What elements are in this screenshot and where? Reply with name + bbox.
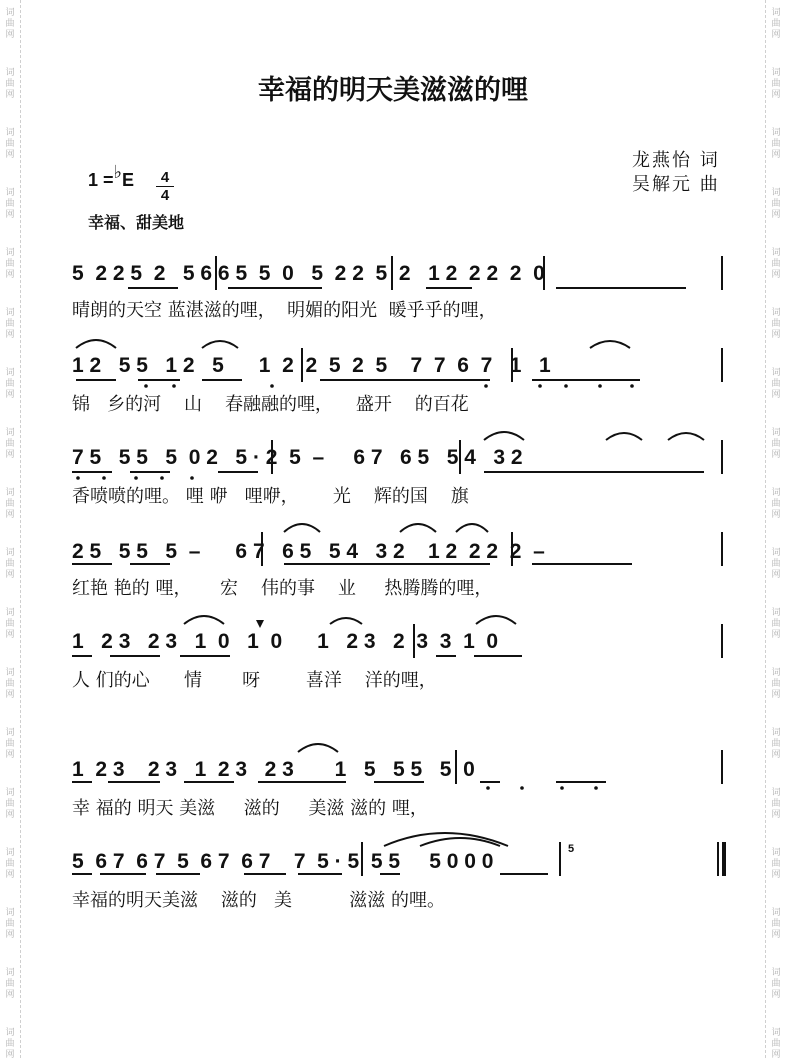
watermark-char: 网 [5, 870, 15, 880]
watermark-char: 词 [771, 728, 781, 738]
octave-dot [594, 786, 598, 790]
watermark-char: 曲 [771, 19, 781, 29]
time-top: 4 [160, 169, 170, 186]
lyricist-credit: 龙燕怡 词 [632, 150, 720, 171]
watermark-char: 词 [771, 188, 781, 198]
watermark-char: 曲 [5, 799, 15, 809]
octave-dot [172, 384, 176, 388]
slur [184, 616, 224, 624]
watermark-char: 曲 [5, 79, 15, 89]
watermark-char: 网 [5, 630, 15, 640]
watermark-char: 词 [771, 788, 781, 798]
watermark-char: 词 [5, 848, 15, 858]
watermark-char: 曲 [771, 559, 781, 569]
octave-dot [486, 786, 490, 790]
watermark-char: 词 [5, 728, 15, 738]
slur [400, 524, 436, 532]
grace-note: 5 [568, 843, 575, 855]
watermark-char: 曲 [771, 319, 781, 329]
octave-dot [102, 476, 106, 480]
watermark-char: 网 [5, 570, 15, 580]
watermark-char: 曲 [5, 379, 15, 389]
notation-line-2: 1 2 5 5 1 2 5 1 2 2 5 2 5 7 7 6 7 1 1 [72, 354, 551, 377]
watermark-char: 曲 [771, 439, 781, 449]
watermark-char: 曲 [5, 1039, 15, 1049]
key-note: E [122, 170, 135, 190]
notation-line-4: 2 5 5 5 5 – 6 7 6 5 5 4 3 2 1 2 2 2 2 – [72, 540, 545, 563]
watermark-char: 曲 [5, 979, 15, 989]
watermark-char: 网 [5, 30, 15, 40]
watermark-char: 曲 [5, 139, 15, 149]
slur [76, 340, 116, 348]
slur [456, 524, 488, 532]
watermark-char: 网 [5, 150, 15, 160]
watermark-char: 曲 [771, 619, 781, 629]
watermark-char: 曲 [5, 859, 15, 869]
watermark-char: 曲 [771, 739, 781, 749]
key-label: 1 = [88, 170, 114, 190]
watermark-char: 曲 [5, 19, 15, 29]
watermark-char: 网 [771, 330, 781, 340]
watermark-char: 词 [771, 428, 781, 438]
watermark-char: 网 [771, 810, 781, 820]
watermark-char: 词 [5, 668, 15, 678]
watermark-char: 网 [771, 450, 781, 460]
watermark-char: 网 [771, 1050, 781, 1060]
song-title: 幸福的明天美滋滋的哩 [258, 75, 528, 106]
watermark-char: 词 [771, 8, 781, 18]
accent-mark [256, 620, 264, 628]
lyrics-line-1: 晴朗的天空 蓝湛滋的哩， 明媚的阳光 暖乎乎的哩， [72, 300, 497, 321]
watermark-char: 词 [771, 128, 781, 138]
octave-dot [160, 476, 164, 480]
watermark-char: 词 [771, 248, 781, 258]
slur [590, 341, 630, 348]
lyrics-line-7: 幸福的明天美滋 滋的 美 滋滋 的哩。 [72, 890, 445, 911]
watermark-char: 曲 [5, 679, 15, 689]
watermark-char: 曲 [5, 199, 15, 209]
slur [202, 341, 238, 348]
watermark-char: 词 [5, 788, 15, 798]
watermark-char: 曲 [771, 799, 781, 809]
watermark-char: 网 [771, 270, 781, 280]
watermark-char: 词 [771, 968, 781, 978]
watermark-char: 网 [5, 210, 15, 220]
watermark-char: 网 [771, 630, 781, 640]
watermark-char: 词 [5, 968, 15, 978]
octave-dot [270, 384, 274, 388]
watermark-char: 网 [771, 990, 781, 1000]
watermark-char: 词 [5, 1028, 15, 1038]
watermark-char: 词 [771, 368, 781, 378]
watermark-char: 网 [771, 30, 781, 40]
watermark-char: 网 [771, 750, 781, 760]
lyrics-line-6: 幸 福的 明天 美滋 滋的 美滋 滋的 哩， [72, 798, 428, 819]
watermark-char: 词 [5, 428, 15, 438]
watermark-char: 网 [771, 90, 781, 100]
watermark-char: 词 [5, 908, 15, 918]
notation-line-6: 1 2 3 2 3 1 2 3 2 3 1 5 5 5 5 0 [72, 758, 475, 781]
watermark-char: 词 [771, 488, 781, 498]
octave-dot [484, 384, 488, 388]
watermark-char: 网 [771, 510, 781, 520]
watermark-char: 曲 [771, 919, 781, 929]
watermark-char: 曲 [5, 259, 15, 269]
octave-dot [520, 786, 524, 790]
watermark-char: 网 [771, 930, 781, 940]
notation-line-5: 1 2 3 2 3 1 0 1 0 1 2 3 2 3 3 1 0 [72, 630, 499, 653]
octave-dot [144, 384, 148, 388]
slur [668, 433, 704, 440]
watermark-char: 词 [5, 128, 15, 138]
watermark-char: 曲 [771, 979, 781, 989]
watermark-char: 网 [5, 1050, 15, 1060]
notation-line-3: 7 5 5 5 5 0 2 5 · 2 5 – 6 7 6 5 5 4 3 2 [72, 446, 523, 469]
watermark-char: 曲 [771, 139, 781, 149]
octave-dot [598, 384, 602, 388]
watermark-char: 曲 [771, 499, 781, 509]
slur [484, 432, 524, 440]
watermark-char: 网 [771, 390, 781, 400]
watermark-char: 词 [771, 308, 781, 318]
watermark-char: 曲 [5, 739, 15, 749]
watermark-char: 词 [771, 548, 781, 558]
watermark-char: 词 [5, 8, 15, 18]
watermark-char: 网 [771, 570, 781, 580]
watermark-char: 词 [771, 608, 781, 618]
watermark-char: 网 [5, 270, 15, 280]
watermark-char: 网 [5, 990, 15, 1000]
slur [606, 433, 642, 440]
watermark-char: 词 [771, 1028, 781, 1038]
octave-dot [560, 786, 564, 790]
watermark-char: 网 [5, 330, 15, 340]
octave-dot [76, 476, 80, 480]
tempo-marking: 幸福、甜美地 [88, 213, 185, 232]
watermark-char: 词 [771, 908, 781, 918]
watermark-char: 网 [771, 210, 781, 220]
watermark-char: 网 [5, 750, 15, 760]
watermark-char: 曲 [5, 439, 15, 449]
slur [284, 524, 320, 532]
octave-dot [564, 384, 568, 388]
watermark-char: 词 [771, 68, 781, 78]
slur [330, 618, 362, 624]
watermark-char: 网 [771, 870, 781, 880]
watermark-char: 曲 [771, 199, 781, 209]
watermark-char: 词 [771, 848, 781, 858]
octave-dot [190, 476, 194, 480]
watermark-char: 曲 [771, 859, 781, 869]
watermark-char: 词 [5, 68, 15, 78]
composer-credit: 吴解元 曲 [632, 174, 720, 195]
watermark-char: 网 [5, 510, 15, 520]
watermark-char: 曲 [771, 79, 781, 89]
watermark-char: 词 [5, 488, 15, 498]
watermark-char: 网 [5, 810, 15, 820]
watermark-char: 曲 [771, 259, 781, 269]
watermark-char: 网 [5, 390, 15, 400]
watermark-char: 曲 [5, 499, 15, 509]
watermark-char: 曲 [771, 679, 781, 689]
lyrics-line-2: 锦 乡的河 山 春融融的哩， 盛开 的百花 [72, 394, 469, 415]
watermark-char: 词 [5, 548, 15, 558]
flat-symbol: ♭ [113, 162, 123, 182]
octave-dot [134, 476, 138, 480]
watermark-char: 曲 [771, 1039, 781, 1049]
watermark-char: 词 [5, 188, 15, 198]
lyrics-line-3: 香喷喷的哩。 哩 咿 哩咿， 光 辉的国 旗 [72, 486, 469, 507]
lyrics-line-4: 红艳 艳的 哩， 宏 伟的事 业 热腾腾的哩， [72, 578, 493, 599]
watermark-char: 曲 [5, 319, 15, 329]
watermark-char: 词 [5, 248, 15, 258]
watermark-char: 曲 [5, 619, 15, 629]
lyrics-line-5: 人 们的心 情 呀 喜洋 洋的哩， [72, 670, 437, 691]
watermark-char: 网 [5, 90, 15, 100]
octave-dot [630, 384, 634, 388]
watermark-char: 词 [771, 668, 781, 678]
watermark-char: 网 [5, 690, 15, 700]
watermark-char: 曲 [5, 559, 15, 569]
octave-dot [538, 384, 542, 388]
watermark-char: 词 [5, 308, 15, 318]
slur [298, 744, 338, 752]
watermark-char: 词 [5, 368, 15, 378]
watermark-char: 词 [5, 608, 15, 618]
watermark-char: 网 [771, 150, 781, 160]
watermark-char: 网 [5, 450, 15, 460]
notation-line-1: 5 2 2 5 2 5 6 6 5 5 0 5 2 2 5 2 1 2 2 2 2 0 [72, 262, 545, 285]
slur [476, 616, 516, 624]
notation-line-7: 5 6 7 6 7 5 6 7 6 7 7 5 · 5 5 5 5 0 0 0 [72, 850, 494, 873]
watermark-char: 曲 [5, 919, 15, 929]
watermark-char: 网 [771, 690, 781, 700]
watermark-char: 曲 [771, 379, 781, 389]
time-bottom: 4 [160, 187, 170, 204]
watermark-char: 网 [5, 930, 15, 940]
